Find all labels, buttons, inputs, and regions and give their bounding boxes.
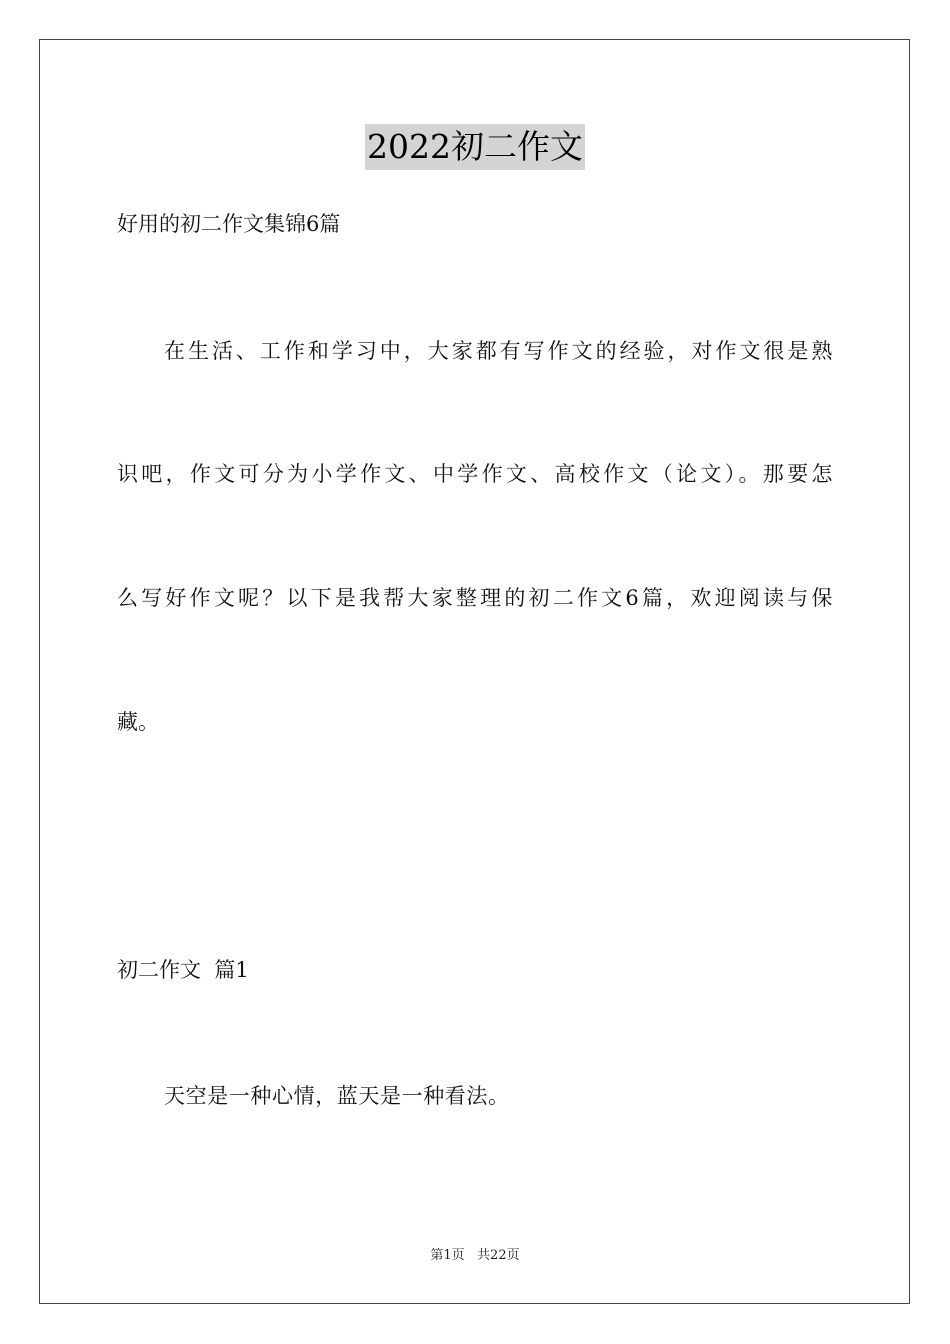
intro-line-3: 么写好作文呢？以下是我帮大家整理的初二作文6篇，欢迎阅读与保 bbox=[117, 586, 833, 610]
title-container bbox=[0, 124, 950, 170]
intro-line-2: 识吧，作文可分为小学作文、中学作文、高校作文（论文）。那要怎 bbox=[117, 462, 833, 486]
section-first-line: 天空是一种心情，蓝天是一种看法。 bbox=[164, 1084, 510, 1108]
intro-line-1: 在生活、工作和学习中，大家都有写作文的经验，对作文很是熟 bbox=[164, 339, 833, 363]
section-heading: 初二作文 篇1 bbox=[117, 958, 249, 982]
intro-line-4: 藏。 bbox=[117, 710, 159, 734]
document-subtitle: 好用的初二作文集锦6篇 bbox=[117, 212, 341, 236]
page-footer: 第1页 共22页 bbox=[430, 1248, 520, 1263]
document-title: 2022初二作文 bbox=[365, 124, 585, 170]
